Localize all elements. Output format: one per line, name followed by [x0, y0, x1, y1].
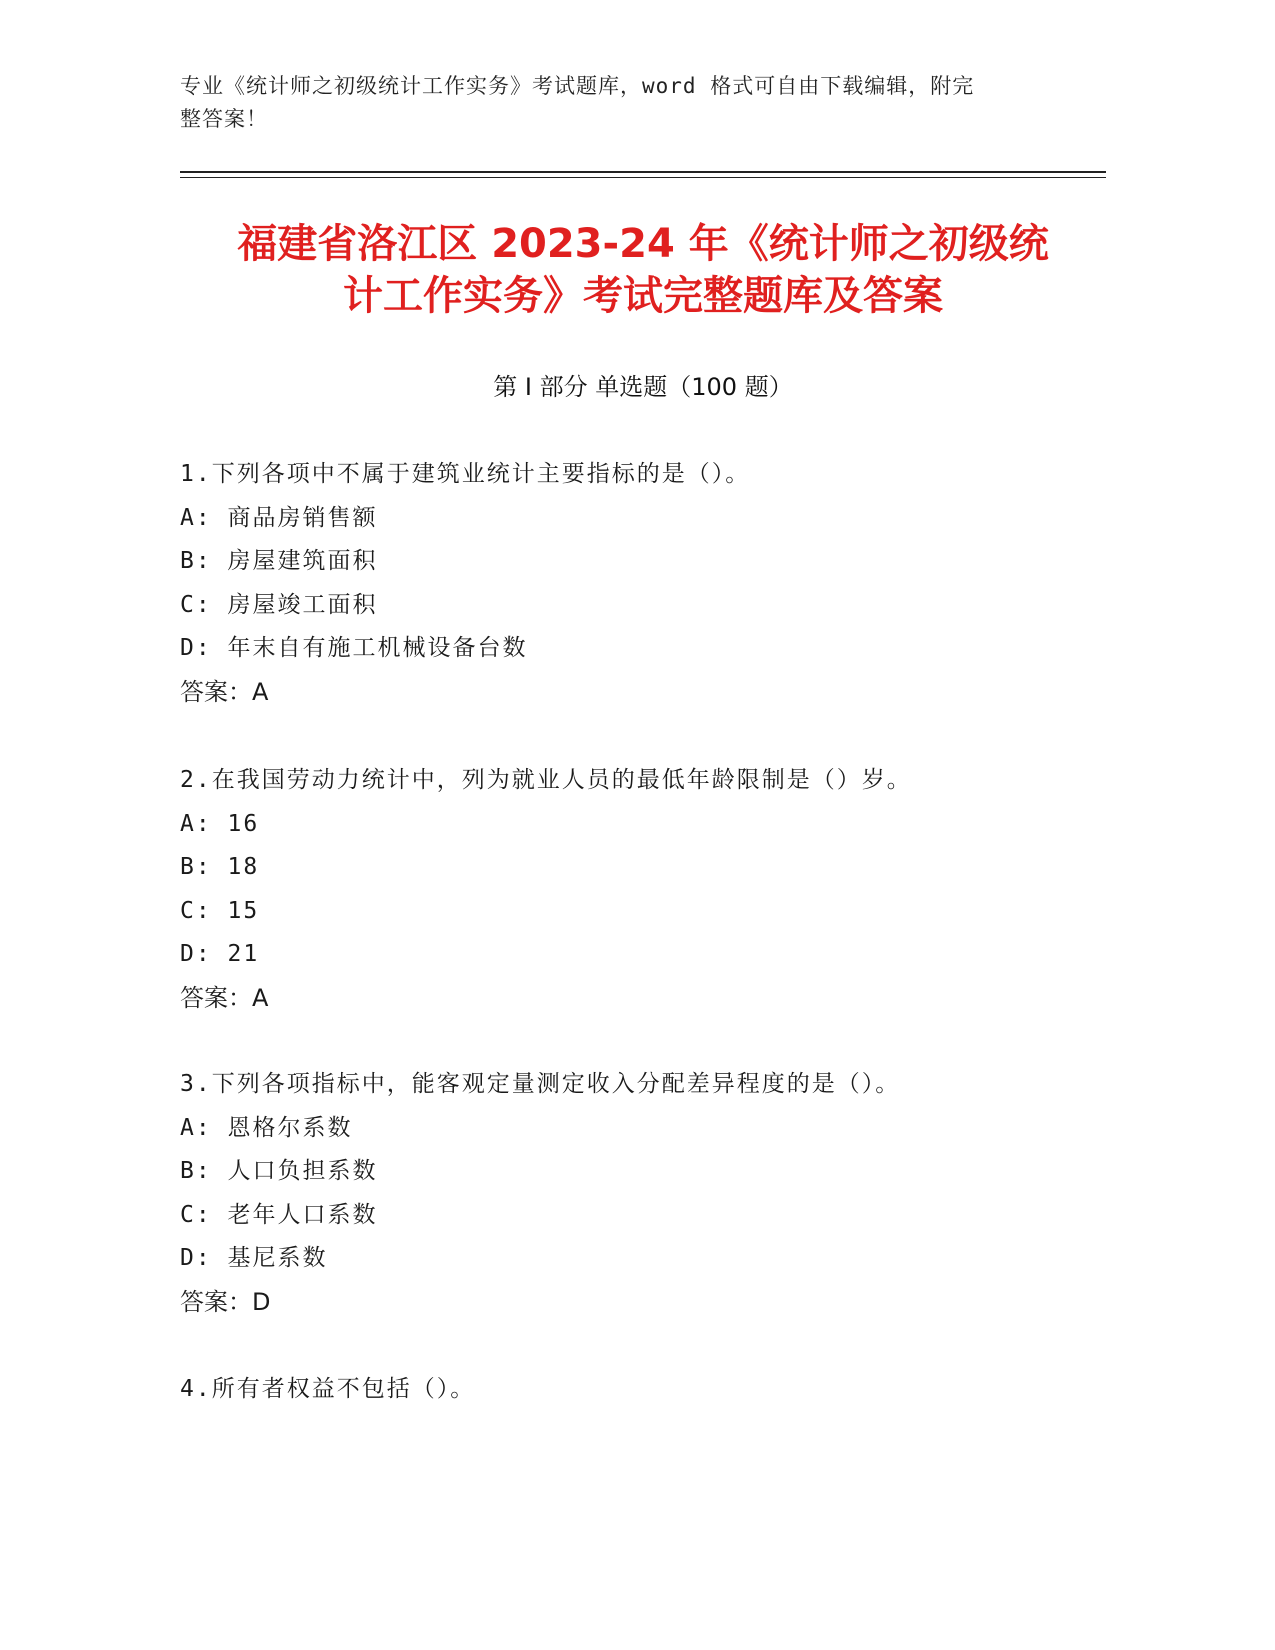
option-b: B: 18 [180, 854, 260, 880]
answer: 答案：A [180, 677, 269, 706]
question-1 [180, 453, 1106, 714]
section-title: 第 I 部分 单选题（100 题） [493, 373, 793, 401]
question-4 [180, 1368, 1106, 1412]
option-c: C: 老年人口系数 [180, 1201, 378, 1228]
option-c: C: 15 [180, 897, 260, 924]
header-divider-thin [180, 177, 1106, 178]
option-d: D: 年末自有施工机械设备台数 [180, 635, 528, 661]
document-title-line-1: 福建省洛江区 2023-24 年《统计师之初级统 [237, 221, 1049, 267]
document-title [180, 218, 1106, 322]
option-a: A: 商品房销售额 [180, 504, 378, 531]
option-b: B: 人口负担系数 [180, 1158, 378, 1184]
header-note-line-2: 整答案！ [180, 107, 268, 131]
answer: 答案：D [180, 1287, 271, 1316]
option-c: C: 房屋竣工面积 [180, 591, 378, 618]
question-stem: 4.所有者权益不包括（）。 [180, 1376, 476, 1402]
option-d: D: 基尼系数 [180, 1245, 328, 1271]
option-b: B: 房屋建筑面积 [180, 548, 378, 574]
option-a: A: 恩格尔系数 [180, 1114, 353, 1141]
question-stem: 3.下列各项指标中，能客观定量测定收入分配差异程度的是（）。 [180, 1071, 901, 1097]
header-note-line-1: 专业《统计师之初级统计工作实务》考试题库，word 格式可自由下载编辑，附完 [180, 74, 975, 98]
answer: 答案：A [180, 983, 269, 1012]
question-stem: 1.下列各项中不属于建筑业统计主要指标的是（）。 [180, 461, 751, 487]
header-divider-thick [180, 171, 1106, 173]
header-note [180, 70, 1080, 136]
question-2 [180, 759, 1106, 1020]
option-a: A: 16 [180, 810, 260, 837]
document-title-line-2: 计工作实务》考试完整题库及答案 [343, 273, 943, 319]
question-stem: 2.在我国劳动力统计中，列为就业人员的最低年龄限制是（）岁。 [180, 767, 912, 793]
option-d: D: 21 [180, 941, 260, 967]
question-3 [180, 1063, 1106, 1324]
